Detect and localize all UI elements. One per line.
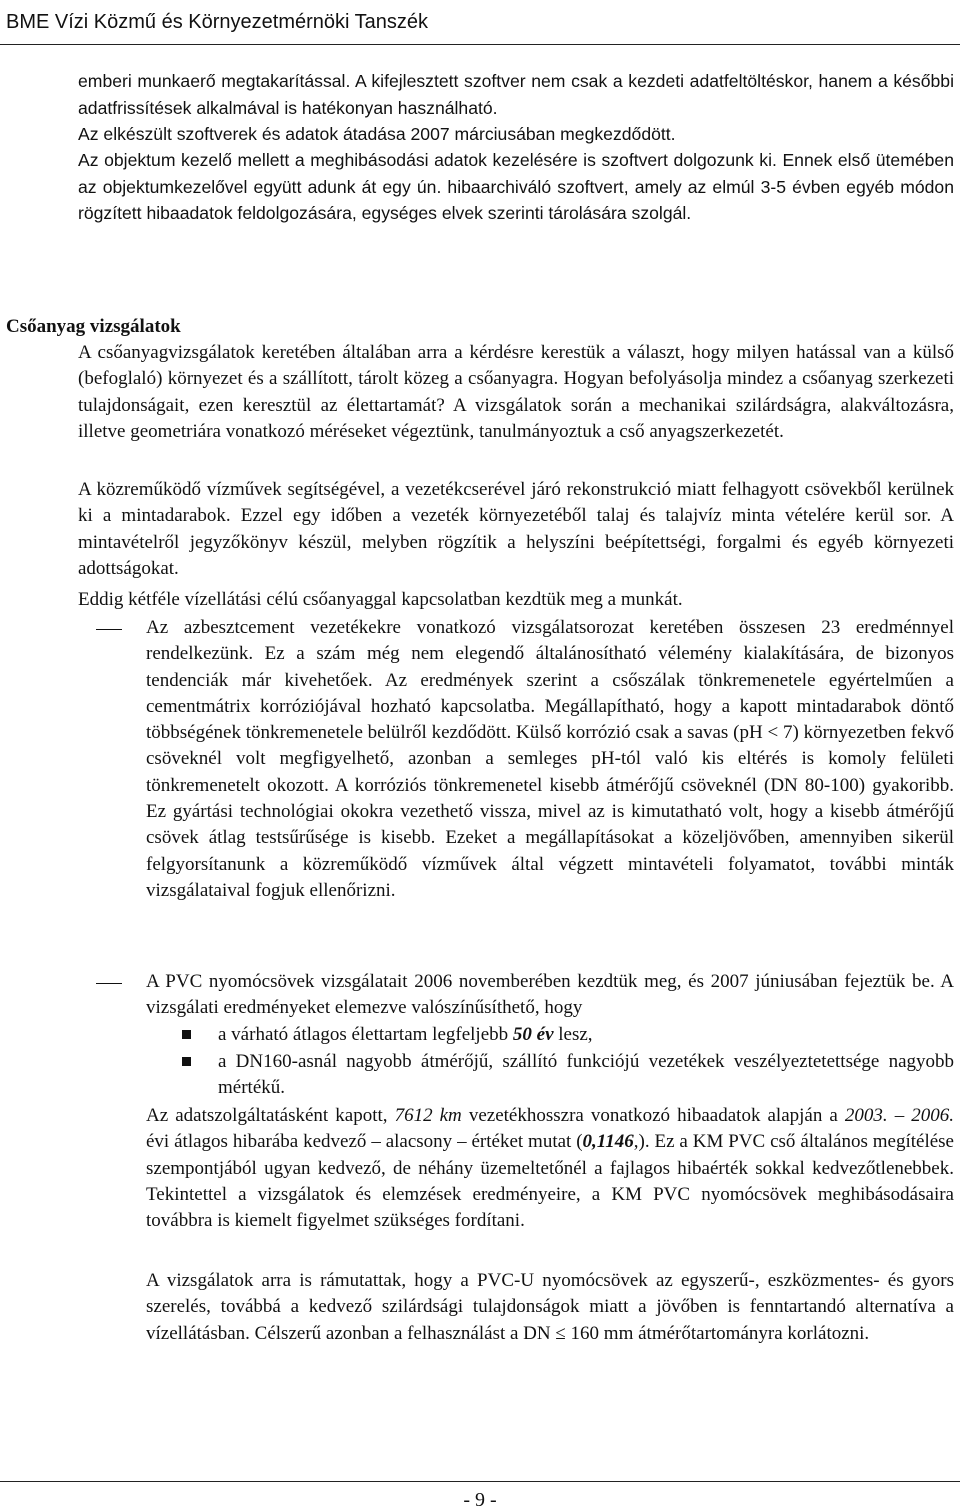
dash-bullet-icon <box>96 983 122 984</box>
footer-divider <box>0 1481 960 1482</box>
dash-bullet-icon <box>96 629 122 630</box>
section-paragraph-2: A közreműködő vízművek segítségével, a vezetékcserével járó rekonstrukció miatt felhagyott csövekből kerülnek ki a mintadarabok. Ezzel egy időben a vezeték környezetéből talaj és talajvíz minta vételére kerül sor. A mintavételről jegyzőkönyv készül, melyben rögzítik a helyszíni beépítettségi, forgalmi és egyéb környezeti adottságokat. <box>78 479 954 579</box>
section-heading: Csőanyag vizsgálatok <box>6 316 181 337</box>
intro-paragraph-3: Az objektum kezelő mellett a meghibásodási adatok kezelésére is szoftvert dolgozunk ki. Ennek első ütemében az objektumkezelővel együtt adunk át egy ún. hibaarchiváló szoftvert, amely az elmúl 3-5 évben egyéb módon rögzített hibaadatok feldolgozására, egységes elvek szerinti tárolására szolgál. <box>78 150 954 223</box>
pvc-failure-rate-paragraph: Az adatszolgáltatásként kapott, 7612 km vezetékhosszra vonatkozó hibaadatok alapján a 2003. – 2006. évi átlagos hibarába kedvező – alacsony – értéket mutat (0,1146,). Ez a KM PVC cső általános megítélése szempontjából ugyan kedvező, de néhány üzemeltetőnél a fajlagos hibaérték sokkal kedvezőtlenebbek. Tekintettel a vizsgálatok és elemzések eredményeire, a KM PVC nyomócsövek meghibásodásaira továbbra is kiemelt figyelmet szükséges fordítani. <box>146 1105 955 1232</box>
bullet-asbestos-cement: Az azbesztcement vezetékekre vonatkozó vizsgálatsorozat keretében összesen 23 eredménnyel rendelkezünk. Ez a szám még nem elegendő általánosítható vélemény kialakítására, de bizonyos tendenciák már kivehetőek. Az eredmények szerint a csőszálak tönkremenetele egyértelműen a cementmátrix korróziójával hozható kapcsolatba. Megállapítható, hogy a kapott mintadarabok döntő többségének tönkremenetele belülről kezdődött. Külső korrózió csak a savas (pH < 7) környezetben fekvő csöveknél volt megfigyelhető, azonban a semleges pH-tól való kis eltérés is komoly felületi tönkremenetelt okozott. A korróziós tönkremenetel kisebb átmérőjű csöveknél (DN 80-100) gyakoribb. Ez gyártási technológiai okokra vezethető vissza, mivel az is kimutatható volt, hogy a kisebb átmérőjű csövek átlag testsűrűsége is kisebb. Ezeket a megállapításokat a közeljövőben, amennyiben sikerül felgyorsítanunk a közreműködő vízművek által végzett mintavételi folyamatot, további minták vizsgálataival fogjuk ellenőrizni. <box>146 617 954 901</box>
intro-paragraph-2: Az elkészült szoftverek és adatok átadása 2007 márciusában megkezdődött. <box>78 124 676 144</box>
intro-paragraph-1: emberi munkaerő megtakarítással. A kifejlesztett szoftver nem csak a kezdeti adatfeltöltéskor, hanem a későbbi adatfrissítések alkalmával is hatékonyan használható. <box>78 71 954 118</box>
pvc-conclusion-paragraph: A vizsgálatok arra is rámutattak, hogy a PVC-U nyomócsövek az egyszerű-, eszközmentes- és gyors szerelés, továbbá a kedvező szilárdsági tulajdonságok miatt a jövőben is fenntartandó alternatíva a vízellátásban. Célszerű azonban a felhasználást a DN ≤ 160 mm átmérőtartományra korlátozni. <box>146 1270 954 1344</box>
square-bullet-icon <box>182 1057 191 1066</box>
sub-bullet-diameter: a DN160-asnál nagyobb átmérőjű, szállító funkciójú vezetékek veszélyeztetettsége nagyobb mértékű. <box>218 1051 954 1099</box>
page-number: - 9 - <box>463 1489 497 1511</box>
sub-bullet-lifetime: a várható átlagos élettartam legfeljebb 50 év lesz, <box>218 1024 593 1045</box>
section-paragraph-3: Eddig kétféle vízellátási célú csőanyaggal kapcsolatban kezdtük meg a munkát. <box>78 589 683 610</box>
section-paragraph-1: A csőanyagvizsgálatok keretében általában arra a kérdésre kerestük a választ, hogy milyen hatással van a külső (befoglaló) környezet és a szállított, tárolt közeg a csőanyagra. Hogyan befolyásolja mindez a csőanyag szerkezeti tulajdonságait, ezen keresztül az élettartamát? A vizsgálatok során a mechanikai szilárdságra, alakváltozásra, illetve geometriára vonatkozó méréseket végeztünk, tanulmányoztuk a cső anyagszerkezetét. <box>78 342 954 442</box>
bullet-pvc: A PVC nyomócsövek vizsgálatait 2006 novemberében kezdtük meg, és 2007 júniusában fejeztük be. A vizsgálati eredményeket elemezve valószínűsíthető, hogy <box>146 971 954 1019</box>
header-title: BME Vízi Közmű és Környezetmérnöki Tanszék <box>6 11 429 33</box>
page-header <box>0 0 960 45</box>
square-bullet-icon <box>182 1030 191 1039</box>
